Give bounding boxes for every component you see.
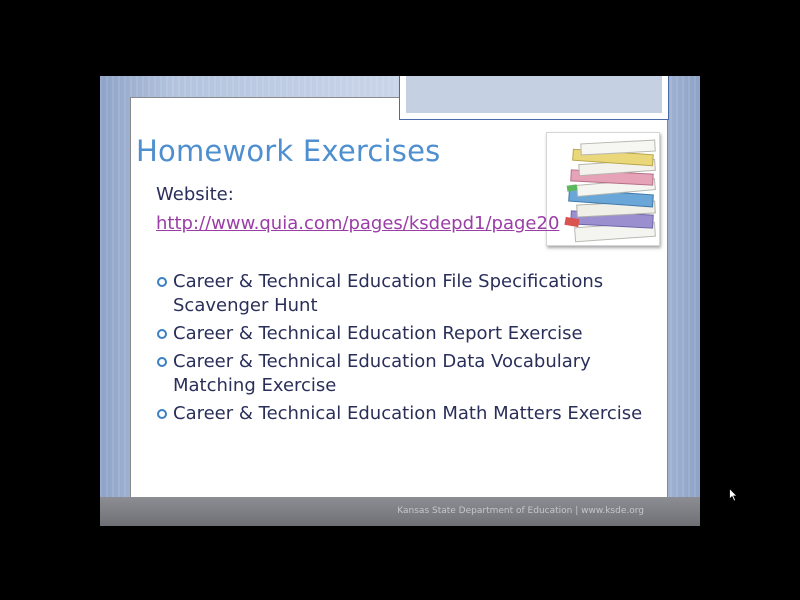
list-item-text: Career & Technical Education Report Exercise [173, 323, 583, 344]
slide-title: Homework Exercises [136, 134, 441, 168]
exercise-list [155, 270, 655, 430]
list-item-text: Career & Technical Education File Specifications Scavenger Hunt [173, 271, 604, 316]
website-link[interactable]: http://www.quia.com/pages/ksdepd1/page20 [156, 213, 560, 234]
list-item [155, 402, 655, 426]
list-item-text: Career & Technical Education Data Vocabulary Matching Exercise [173, 351, 591, 396]
list-item [155, 322, 655, 346]
list-item-text: Career & Technical Education Math Matters Exercise [173, 403, 643, 424]
header-tab-decoration [399, 76, 669, 120]
paper-stack-icon [547, 133, 659, 245]
slide [100, 76, 700, 526]
website-label: Website: [156, 184, 234, 205]
paper-stack-image [546, 132, 660, 246]
hollow-circle-bullet-icon [157, 409, 167, 419]
mouse-pointer-icon [729, 488, 739, 502]
list-item [155, 270, 655, 318]
hollow-circle-bullet-icon [157, 357, 167, 367]
footer-text: Kansas State Department of Education | www.ksde.org [397, 506, 644, 516]
hollow-circle-bullet-icon [157, 329, 167, 339]
footer-bar [100, 497, 700, 526]
list-item [155, 350, 655, 398]
hollow-circle-bullet-icon [157, 277, 167, 287]
